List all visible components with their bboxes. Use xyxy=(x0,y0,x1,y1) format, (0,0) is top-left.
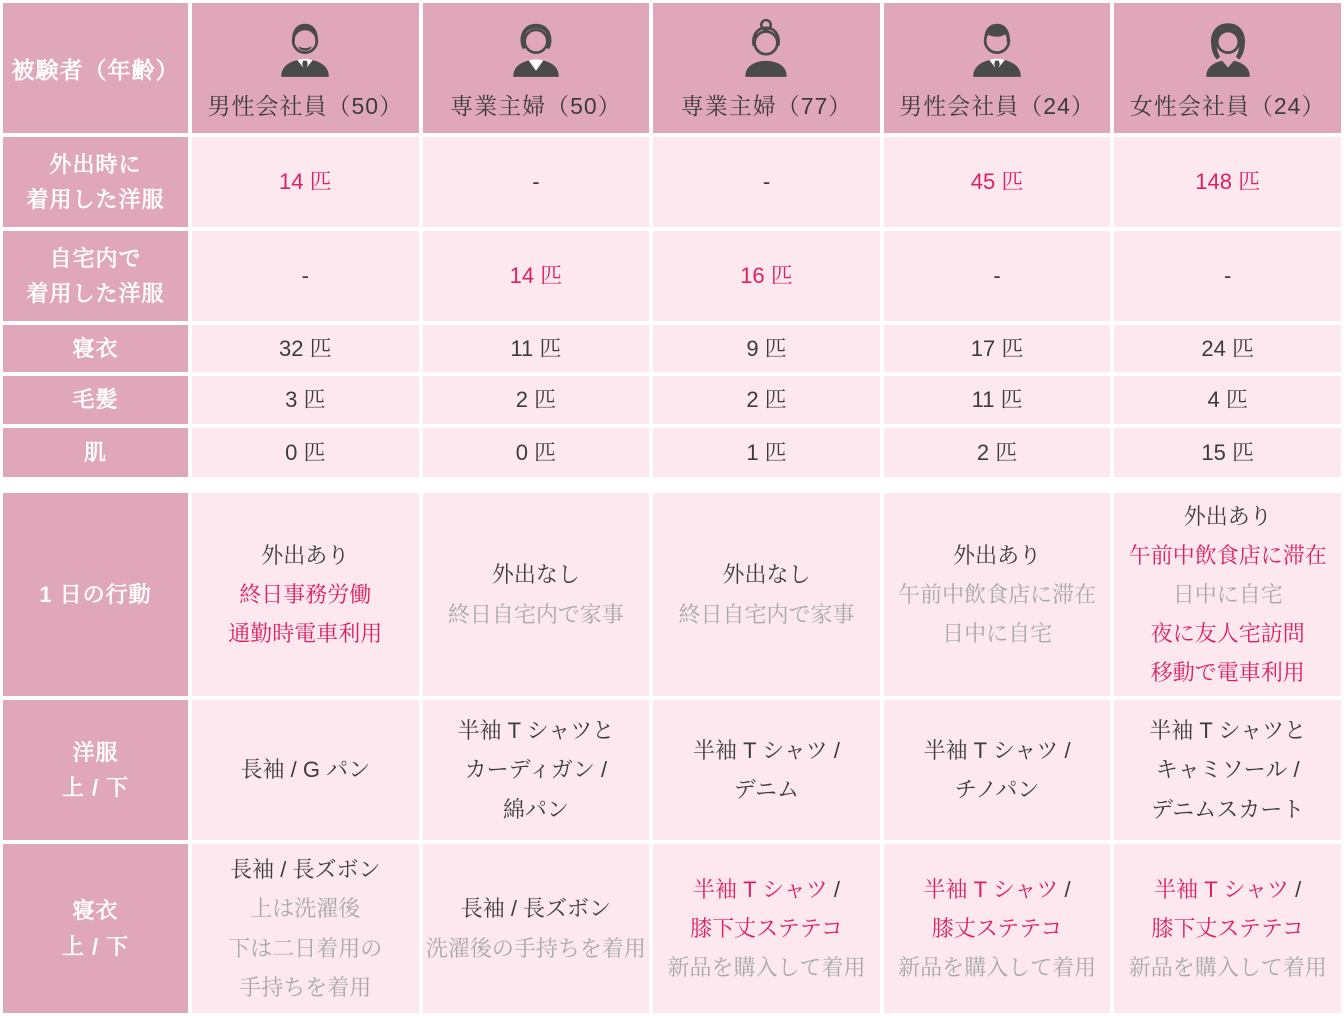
row-header-label-line: 着用した洋服 xyxy=(26,281,165,306)
cell-text: 上は洗濯後 xyxy=(250,896,361,922)
cell-hair-col5 xyxy=(1114,376,1341,424)
cell-text: 長袖 / G パン xyxy=(240,757,371,783)
column-header-label: 専業主婦（50） xyxy=(450,93,622,119)
male-office-worker-24-icon xyxy=(964,15,1030,81)
cell-line xyxy=(239,575,371,614)
row-header-label-line: 寝衣 xyxy=(72,335,119,361)
cell-clothes-worn-at-home-col5 xyxy=(1114,231,1341,321)
cell-text: 膝下丈ステテコ xyxy=(690,915,843,941)
cell-line xyxy=(465,750,607,789)
cell-line xyxy=(1129,948,1327,987)
cell-line xyxy=(457,711,614,750)
row-header-hair xyxy=(3,376,188,424)
housewife-77-icon xyxy=(733,15,799,81)
cell-text: 15 匹 xyxy=(1201,439,1254,465)
cell-text: デニム xyxy=(733,777,800,802)
cell-line xyxy=(1195,162,1260,201)
cell-text: 半袖 T シャツと xyxy=(1149,718,1307,744)
cell-hair-col4 xyxy=(884,376,1111,424)
cell-line xyxy=(977,433,1017,472)
cell-line xyxy=(230,850,380,889)
cell-sleepwear-top-bottom-col2 xyxy=(423,844,650,1013)
female-office-worker-24-icon xyxy=(1195,15,1261,81)
row-header-clothes-worn-at-home xyxy=(3,231,188,321)
cell-line xyxy=(228,929,382,968)
row-header-label-line: 外出時に xyxy=(49,151,142,177)
cell-text: 通勤時電車利用 xyxy=(228,621,383,647)
cell-text: 外出あり xyxy=(261,542,350,568)
cell-sleepwear-col3 xyxy=(653,325,880,372)
column-header-label: 男性会社員（24） xyxy=(899,93,1095,119)
cell-text: カーディガン / xyxy=(464,757,608,783)
row-header-label-line: 上 / 下 xyxy=(61,933,130,959)
column-header-label: 男性会社員（50） xyxy=(207,93,404,119)
cell-line xyxy=(516,433,556,472)
cell-text: デニムスカート xyxy=(1151,796,1305,822)
cell-line xyxy=(510,256,563,295)
cell-text: 14 匹 xyxy=(279,169,332,195)
cell-hair-col1 xyxy=(192,376,419,424)
cell-text: 半袖 T シャツ xyxy=(692,876,834,902)
cell-line xyxy=(746,380,786,419)
cell-line xyxy=(426,929,646,968)
cell-text: 4 匹 xyxy=(1207,387,1248,413)
section-gap xyxy=(884,481,1111,489)
cell-line xyxy=(1173,575,1283,614)
section-gap xyxy=(1114,481,1341,489)
cell-sleepwear-top-bottom-col1 xyxy=(192,844,419,1013)
cell-line xyxy=(1151,909,1304,948)
section-gap xyxy=(653,481,880,489)
cell-line xyxy=(510,329,561,368)
section-gap xyxy=(192,481,419,489)
cell-text: 外出なし xyxy=(722,562,811,588)
cell-text: 半袖 T シャツ / xyxy=(692,737,841,763)
cell-line xyxy=(1156,750,1300,789)
cell-line xyxy=(722,555,810,594)
cell-line xyxy=(1151,790,1304,829)
cell-line xyxy=(279,162,332,201)
cell-text: 外出あり xyxy=(953,542,1042,568)
cell-line xyxy=(971,162,1024,201)
cell-line xyxy=(1154,870,1301,909)
cell-line xyxy=(302,256,309,295)
row-header-label-line: 1 日の行動 xyxy=(39,581,152,607)
cell-clothes-worn-outside-col5 xyxy=(1114,137,1341,227)
cell-line xyxy=(1201,329,1254,368)
cell-text: 夜に友人宅訪問 xyxy=(1150,621,1305,647)
row-header-daily-activity xyxy=(3,493,188,696)
cell-line xyxy=(898,948,1096,987)
cell-clothes-worn-at-home-col4 xyxy=(884,231,1111,321)
cell-line xyxy=(1184,497,1272,536)
cell-text: 綿パン xyxy=(502,796,569,822)
cell-line xyxy=(448,595,624,634)
cell-line xyxy=(1208,380,1248,419)
cell-sleepwear-col2 xyxy=(423,325,650,372)
cell-line xyxy=(1149,711,1306,750)
cell-text: 2 匹 xyxy=(515,387,557,413)
cell-text: 3 匹 xyxy=(285,387,326,413)
cell-daily-activity-col1 xyxy=(192,493,419,696)
cell-line xyxy=(1151,614,1305,653)
cell-text: / xyxy=(833,876,841,902)
column-header-5 xyxy=(1114,3,1341,133)
male-office-worker-50-icon xyxy=(272,15,338,81)
cell-line xyxy=(279,329,332,368)
cell-sleepwear-col1 xyxy=(192,325,419,372)
cell-daily-activity-col3 xyxy=(653,493,880,696)
cell-line xyxy=(693,870,840,909)
cell-skin-col4 xyxy=(884,428,1111,477)
cell-skin-col2 xyxy=(423,428,650,477)
cell-text: 長袖 / 長ズボン xyxy=(460,896,612,922)
section-gap xyxy=(3,481,188,489)
cell-clothes-worn-outside-col2 xyxy=(423,137,650,227)
cell-line xyxy=(503,790,569,829)
cell-text: 17 匹 xyxy=(970,335,1024,361)
column-header-label: 専業主婦（77） xyxy=(680,93,853,119)
cell-clothes-worn-outside-col4 xyxy=(884,137,1111,227)
cell-clothing-top-bottom-col1 xyxy=(192,700,419,840)
housewife-50-icon xyxy=(503,15,569,81)
cell-text: 午前中飲食店に滞在 xyxy=(898,581,1097,607)
cell-line xyxy=(1201,433,1254,472)
cell-text: 外出あり xyxy=(1183,503,1272,529)
cell-line xyxy=(971,329,1024,368)
cell-text: / xyxy=(1295,876,1302,902)
row-header-sleepwear-top-bottom xyxy=(3,844,188,1013)
cell-text: 11 匹 xyxy=(510,335,562,361)
cell-line xyxy=(1129,536,1327,575)
cell-daily-activity-col5 xyxy=(1114,493,1341,696)
cell-line xyxy=(250,889,360,928)
column-header-2 xyxy=(423,3,650,133)
section-gap xyxy=(423,481,650,489)
row-header-label-line: 洋服 xyxy=(72,739,119,765)
cell-sleepwear-top-bottom-col3 xyxy=(653,844,880,1013)
column-header-3 xyxy=(653,3,880,133)
row-header-sleepwear xyxy=(3,325,188,372)
cell-daily-activity-col2 xyxy=(423,493,650,696)
cell-text: - xyxy=(762,169,771,195)
cell-line xyxy=(667,948,865,987)
cell-text: - xyxy=(532,169,540,195)
cell-clothes-worn-outside-col1 xyxy=(192,137,419,227)
cell-skin-col1 xyxy=(192,428,419,477)
cell-text: 外出なし xyxy=(491,562,580,588)
cell-clothes-worn-at-home-col2 xyxy=(423,231,650,321)
cell-clothing-top-bottom-col5 xyxy=(1114,700,1341,840)
cell-line xyxy=(1151,653,1305,692)
cell-text: 終日事務労働 xyxy=(239,581,372,607)
row-header-label-line: 自宅内で xyxy=(49,245,142,271)
cell-skin-col3 xyxy=(653,428,880,477)
cell-text: - xyxy=(301,263,309,289)
cell-line xyxy=(693,731,840,770)
cell-line xyxy=(690,909,843,948)
cell-line xyxy=(492,555,580,594)
row-header-label-line: 着用した洋服 xyxy=(26,187,165,212)
cell-line xyxy=(955,770,1040,809)
cell-hair-col3 xyxy=(653,376,880,424)
cell-line xyxy=(678,595,854,634)
cell-text: 日中に自宅 xyxy=(1172,581,1283,607)
cell-line xyxy=(734,770,799,809)
row-header-label-line: 肌 xyxy=(83,439,107,465)
column-header-1 xyxy=(192,3,419,133)
cell-text: 148 匹 xyxy=(1195,169,1261,195)
cell-text: 14 匹 xyxy=(509,263,563,289)
cell-text: 2 匹 xyxy=(976,439,1018,465)
cell-line xyxy=(746,329,786,368)
cell-text: 日中に自宅 xyxy=(942,621,1053,647)
cell-line xyxy=(924,731,1071,770)
cell-text: 午前中飲食店に滞在 xyxy=(1128,542,1327,568)
cell-sleepwear-col4 xyxy=(884,325,1111,372)
cell-text: 32 匹 xyxy=(279,335,332,361)
cell-text: 45 匹 xyxy=(970,169,1024,195)
cell-text: 下は二日着用の xyxy=(228,935,383,961)
cell-text: 9 匹 xyxy=(746,335,787,361)
cell-daily-activity-col4 xyxy=(884,493,1111,696)
cell-text: 新品を購入して着用 xyxy=(1128,955,1327,981)
column-header-label: 女性会社員（24） xyxy=(1129,93,1326,119)
row-header-clothes-worn-outside xyxy=(3,137,188,227)
cell-line xyxy=(746,433,786,472)
cell-line xyxy=(261,536,349,575)
cell-text: 1 匹 xyxy=(746,439,787,465)
cell-text: 半袖 T シャツ / xyxy=(923,737,1071,763)
cell-text: 16 匹 xyxy=(740,263,793,289)
cell-line xyxy=(461,889,611,928)
cell-line xyxy=(241,750,371,789)
row-header-clothing-top-bottom xyxy=(3,700,188,840)
cell-text: 新品を購入して着用 xyxy=(667,955,866,981)
cell-text: 膝丈ステテコ xyxy=(931,915,1063,941)
cell-clothing-top-bottom-col3 xyxy=(653,700,880,840)
cell-line xyxy=(285,380,325,419)
cell-line xyxy=(993,256,1000,295)
cell-text: - xyxy=(1224,263,1232,289)
cell-line xyxy=(932,909,1063,948)
cell-line xyxy=(532,162,539,201)
cell-line xyxy=(228,614,382,653)
cell-text: チノパン xyxy=(954,777,1040,802)
cell-clothing-top-bottom-col2 xyxy=(423,700,650,840)
cell-skin-col5 xyxy=(1114,428,1341,477)
cell-clothes-worn-outside-col3 xyxy=(653,137,880,227)
cell-text: 洗濯後の手持ちを着用 xyxy=(425,935,646,961)
cell-line xyxy=(924,870,1071,909)
cell-sleepwear-col5 xyxy=(1114,325,1341,372)
cell-text: 終日自宅内で家事 xyxy=(447,601,624,627)
cell-text: 終日自宅内で家事 xyxy=(678,601,855,627)
cell-clothes-worn-at-home-col3 xyxy=(653,231,880,321)
cell-line xyxy=(763,162,770,201)
cell-clothing-top-bottom-col4 xyxy=(884,700,1111,840)
cell-text: 長袖 / 長ズボン xyxy=(230,857,381,883)
cell-clothes-worn-at-home-col1 xyxy=(192,231,419,321)
cell-text: 膝下丈ステテコ xyxy=(1151,915,1305,941)
cell-sleepwear-top-bottom-col5 xyxy=(1114,844,1341,1013)
cell-text: キャミソール / xyxy=(1155,757,1300,783)
cell-line xyxy=(898,575,1096,614)
cell-line xyxy=(972,380,1023,419)
cell-line xyxy=(239,968,371,1007)
cell-text: 0 匹 xyxy=(285,439,326,465)
cell-text: - xyxy=(993,263,1001,289)
cell-text: / xyxy=(1064,876,1071,902)
cell-text: 半袖 T シャツ xyxy=(1154,876,1296,902)
cell-line xyxy=(285,433,325,472)
cell-line xyxy=(740,256,793,295)
cell-text: 24 匹 xyxy=(1201,335,1254,361)
row-header-label-line: 上 / 下 xyxy=(61,775,130,800)
cell-line xyxy=(942,614,1052,653)
cell-sleepwear-top-bottom-col4 xyxy=(884,844,1111,1013)
table-grid xyxy=(3,3,1341,1013)
cell-text: 0 匹 xyxy=(515,439,557,465)
row-header-skin xyxy=(3,428,188,477)
cell-line xyxy=(953,536,1041,575)
cell-text: 半袖 T シャツ xyxy=(923,876,1065,902)
cell-text: 11 匹 xyxy=(971,387,1023,413)
cell-hair-col2 xyxy=(423,376,650,424)
cell-text: 半袖 T シャツと xyxy=(457,718,615,744)
row-header-label-line: 毛髪 xyxy=(72,387,119,413)
cell-line xyxy=(516,380,556,419)
corner-header-subject-age: 被験者（年齢） xyxy=(3,3,188,133)
cell-line xyxy=(1224,256,1231,295)
cell-text: 新品を購入して着用 xyxy=(898,955,1097,981)
cell-text: 手持ちを着用 xyxy=(239,974,372,1000)
column-header-4 xyxy=(884,3,1111,133)
cell-text: 2 匹 xyxy=(746,387,787,413)
row-header-label-line: 寝衣 xyxy=(72,898,119,924)
cell-text: 移動で電車利用 xyxy=(1150,660,1305,686)
